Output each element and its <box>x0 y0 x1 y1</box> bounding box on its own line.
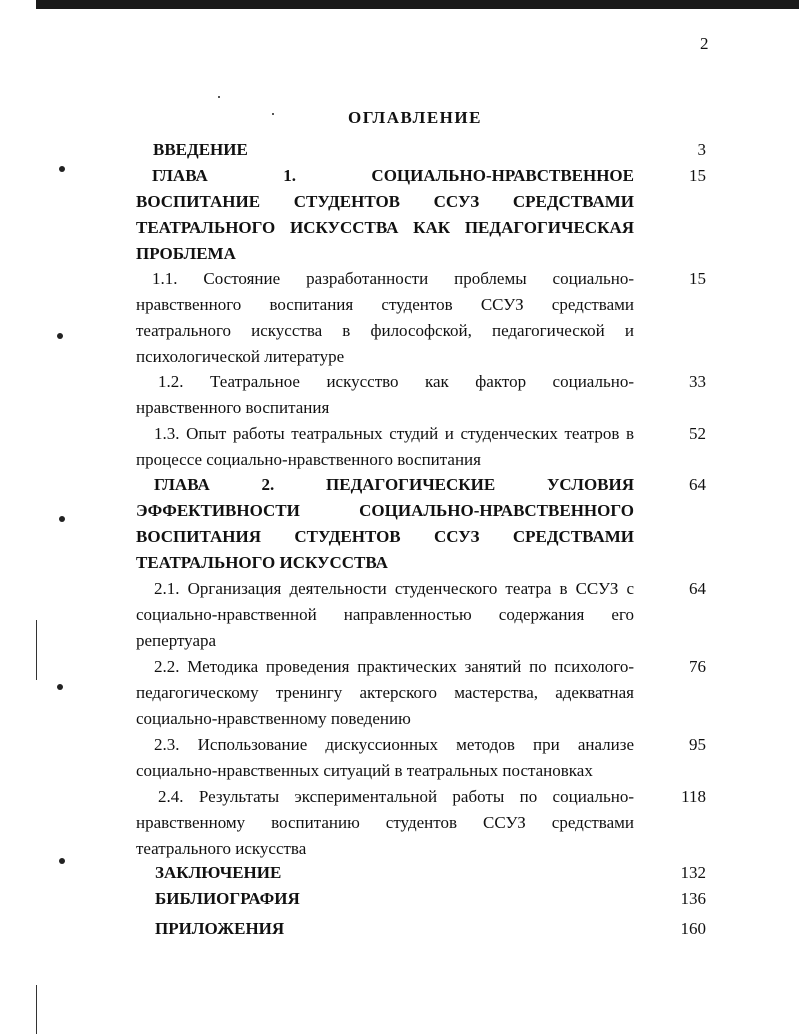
binder-hole-mark <box>59 516 65 522</box>
scan-speck <box>272 113 274 115</box>
toc-entry-line: 1.1. Состояние разработанности проблемы социально- <box>152 269 634 288</box>
toc-entry-line: 1.3. Опыт работы театральных студий и студенческих театров в <box>154 424 634 443</box>
toc-entry-line: БИБЛИОГРАФИЯ <box>155 889 300 908</box>
toc-entry-line: 2.1. Организация деятельности студенческого театра в ССУЗ с <box>154 579 634 598</box>
toc-entry-line: процессе социально-нравственного воспитания <box>136 450 481 469</box>
toc-page-number: 64 <box>689 579 706 598</box>
toc-entry-introduction[interactable] <box>153 137 634 163</box>
toc-page-number: 132 <box>680 863 706 882</box>
toc-entry-line: нравственному воспитанию студентов ССУЗ средствами <box>136 813 634 832</box>
toc-entry-section-2-1[interactable] <box>136 576 634 654</box>
scan-margin-line <box>36 985 37 1034</box>
toc-entry-line: ПРИЛОЖЕНИЯ <box>155 919 285 938</box>
toc-entry-line: театрального искусства <box>136 839 307 858</box>
toc-page-number: 15 <box>689 166 706 185</box>
toc-entry-line: ПРОБЛЕМА <box>136 244 236 263</box>
toc-entry-line: театрального искусства в философской, педагогической и <box>136 321 634 340</box>
toc-entry-section-1-1[interactable] <box>136 266 634 370</box>
binder-hole-mark <box>59 858 65 864</box>
toc-entry-line: ВОСПИТАНИЯ СТУДЕНТОВ ССУЗ СРЕДСТВАМИ <box>136 527 634 546</box>
toc-page-number: 95 <box>689 735 706 754</box>
toc-entry-section-1-2[interactable] <box>136 369 634 421</box>
toc-entry-line: 2.2. Методика проведения практических занятий по психолого- <box>154 657 634 676</box>
binder-hole-mark <box>57 684 63 690</box>
toc-entry-appendices[interactable] <box>155 916 634 942</box>
toc-entry-line: ГЛАВА 1. СОЦИАЛЬНО-НРАВСТВЕННОЕ <box>152 166 634 185</box>
toc-page-number: 52 <box>689 424 706 443</box>
toc-page-number: 76 <box>689 657 706 676</box>
toc-entry-chapter-1[interactable] <box>136 163 634 267</box>
scan-speck <box>218 96 220 98</box>
toc-entry-section-2-3[interactable] <box>136 732 634 784</box>
toc-entry-line: социально-нравственной направленностью содержания его <box>136 605 634 624</box>
page-title: ОГЛАВЛЕНИЕ <box>348 108 482 127</box>
binder-hole-mark <box>59 166 65 172</box>
toc-entry-line: психологической литературе <box>136 347 345 366</box>
toc-entry-conclusion[interactable] <box>155 860 634 886</box>
page-number: 2 <box>700 34 709 53</box>
toc-entry-line: педагогическому тренингу актерского мастерства, адекватная <box>136 683 634 702</box>
scan-margin-line <box>36 620 37 680</box>
toc-page-number: 15 <box>689 269 706 288</box>
toc-entry-line: ГЛАВА 2. ПЕДАГОГИЧЕСКИЕ УСЛОВИЯ <box>154 475 634 494</box>
toc-entry-line: 1.2. Театральное искусство как фактор социально- <box>158 372 634 391</box>
toc-entry-line: ТЕАТРАЛЬНОГО ИСКУССТВА <box>136 553 388 572</box>
toc-page-number: 64 <box>689 475 706 494</box>
toc-page-number: 3 <box>697 140 706 159</box>
toc-entry-line: ЗАКЛЮЧЕНИЕ <box>155 863 282 882</box>
toc-entry-section-2-2[interactable] <box>136 654 634 732</box>
toc-entry-chapter-2[interactable] <box>136 472 634 576</box>
toc-page-number: 136 <box>680 889 706 908</box>
toc-entry-line: 2.4. Результаты экспериментальной работы по социально- <box>158 787 634 806</box>
toc-entry-line: нравственного воспитания <box>136 398 330 417</box>
toc-entry-bibliography[interactable] <box>155 886 634 912</box>
toc-entry-line: репертуара <box>136 631 217 650</box>
toc-entry-line: ВВЕДЕНИЕ <box>153 140 248 159</box>
toc-entry-line: нравственного воспитания студентов ССУЗ средствами <box>136 295 634 314</box>
binder-hole-mark <box>57 333 63 339</box>
toc-entry-line: ВОСПИТАНИЕ СТУДЕНТОВ ССУЗ СРЕДСТВАМИ <box>136 192 634 211</box>
toc-entry-line: ЭФФЕКТИВНОСТИ СОЦИАЛЬНО-НРАВСТВЕННОГО <box>136 501 634 520</box>
toc-page-number: 118 <box>681 787 706 806</box>
toc-page-number: 160 <box>680 919 706 938</box>
toc-entry-line: ТЕАТРАЛЬНОГО ИСКУССТВА КАК ПЕДАГОГИЧЕСКАЯ <box>136 218 634 237</box>
toc-entry-section-1-3[interactable] <box>136 421 634 473</box>
toc-entry-line: социально-нравственных ситуаций в театральных постановках <box>136 761 593 780</box>
toc-page-number: 33 <box>689 372 706 391</box>
toc-entry-line: социально-нравственному поведению <box>136 709 411 728</box>
toc-entry-section-2-4[interactable] <box>136 784 634 862</box>
toc-entry-line: 2.3. Использование дискуссионных методов при анализе <box>154 735 634 754</box>
